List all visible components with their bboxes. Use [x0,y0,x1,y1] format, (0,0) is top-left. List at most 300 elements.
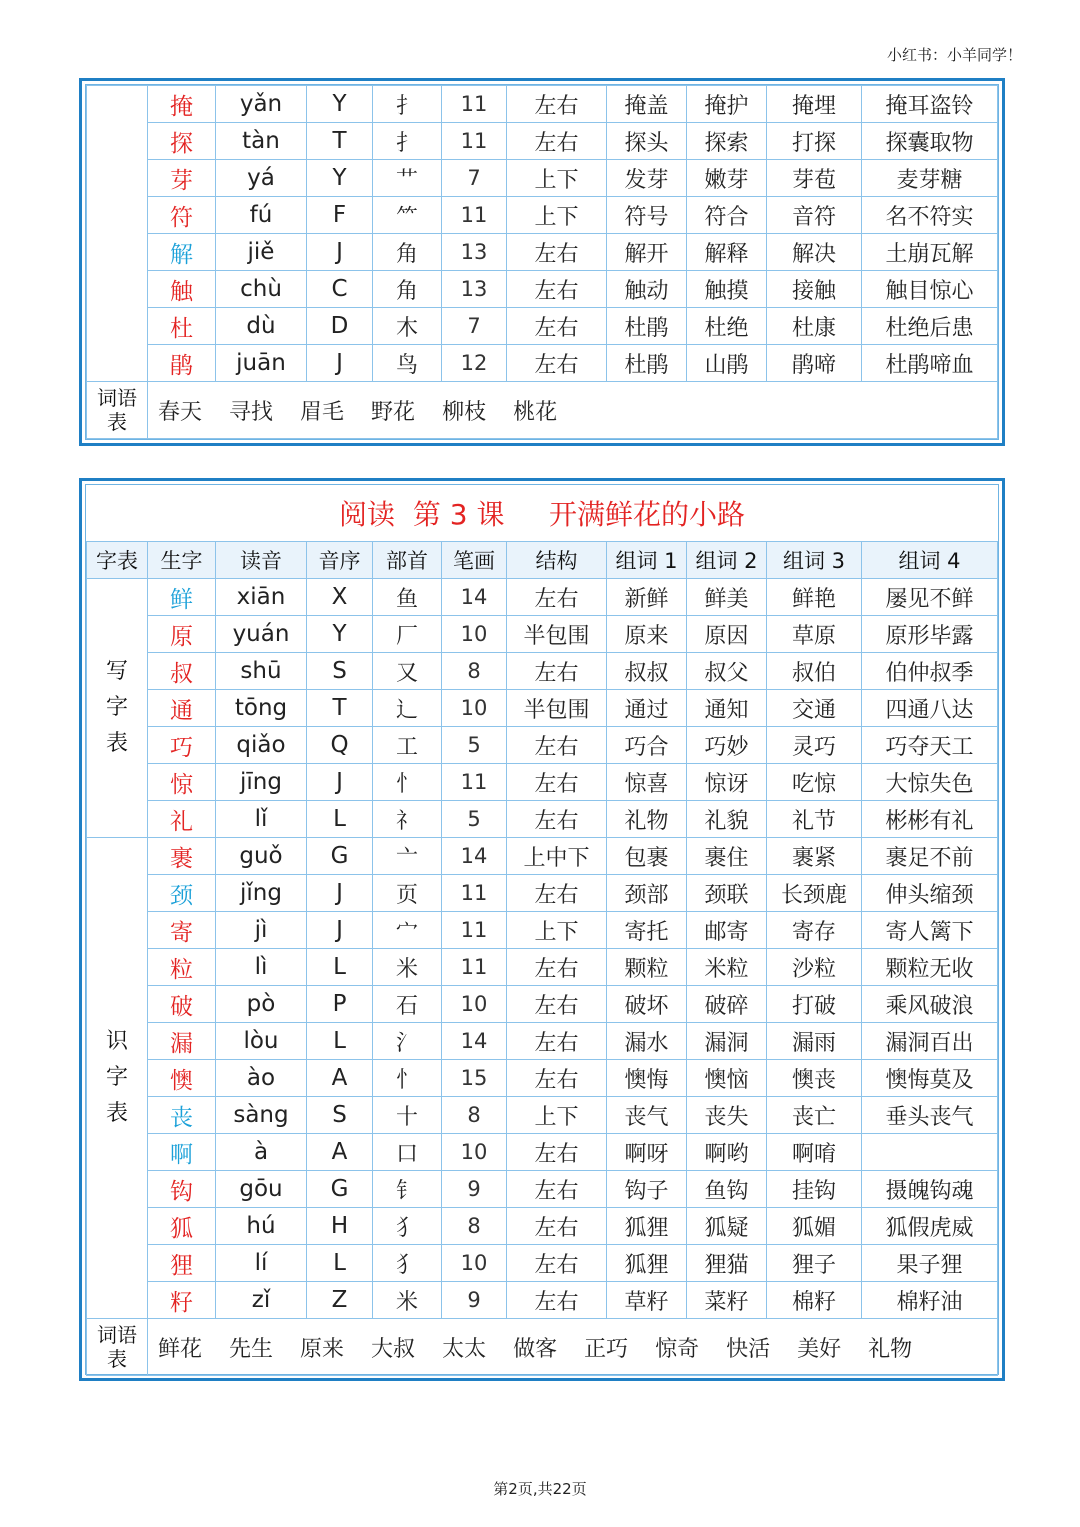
char-row [87,86,998,123]
radical-cell: 宀 [373,912,442,949]
radical-cell: 亠 [373,838,442,875]
pinyin-cell: yǎn [216,86,307,123]
word-cell: 原形毕露 [862,616,998,653]
radical-cell: 石 [373,986,442,1023]
pinyin-cell: ào [216,1060,307,1097]
vocab-word: 鲜花 [158,1336,203,1362]
initial-cell: J [307,764,373,801]
char-row [87,1097,998,1134]
strokes-cell: 14 [442,1023,507,1060]
pinyin-cell: lǐ [216,801,307,838]
word-cell: 彬彬有礼 [862,801,998,838]
column-header: 读音 [216,542,307,579]
pinyin-cell: zǐ [216,1282,307,1319]
initial-cell: G [307,1171,373,1208]
vocab-word: 太太 [442,1336,487,1362]
vocab-label: 词语表 [97,1323,137,1371]
column-header: 音序 [307,542,373,579]
column-header: 结构 [507,542,607,579]
vocab-word: 眉毛 [300,399,345,425]
structure-cell: 左右 [507,653,607,690]
char-cell: 触 [148,271,216,308]
word-cell: 解决 [767,234,862,271]
structure-cell: 半包围 [507,690,607,727]
char-cell: 漏 [148,1023,216,1060]
read-section-label [87,838,148,1319]
char-row [87,949,998,986]
vocab-word: 寻找 [229,399,274,425]
char-cell: 寄 [148,912,216,949]
word-cell: 灵巧 [767,727,862,764]
word-cell: 裹足不前 [862,838,998,875]
structure-cell: 左右 [507,345,607,382]
initial-cell: T [307,123,373,160]
word-cell: 触摸 [687,271,767,308]
word-cell: 草籽 [607,1282,687,1319]
pinyin-cell: jǐng [216,875,307,912]
radical-cell: 犭 [373,1208,442,1245]
structure-cell: 左右 [507,86,607,123]
word-cell: 交通 [767,690,862,727]
char-cell: 狸 [148,1245,216,1282]
word-cell: 解开 [607,234,687,271]
char-row [87,801,998,838]
char-cell: 原 [148,616,216,653]
char-cell: 杜 [148,308,216,345]
pinyin-cell: xiān [216,579,307,616]
vocab-word: 正巧 [584,1336,629,1362]
structure-cell: 左右 [507,1208,607,1245]
char-row [87,234,998,271]
char-row [87,690,998,727]
initial-cell: L [307,1245,373,1282]
strokes-cell: 9 [442,1282,507,1319]
char-cell: 钩 [148,1171,216,1208]
word-cell: 破坏 [607,986,687,1023]
pinyin-cell: hú [216,1208,307,1245]
column-header: 笔画 [442,542,507,579]
radical-cell: 艹 [373,160,442,197]
initial-cell: C [307,271,373,308]
strokes-cell: 11 [442,86,507,123]
word-cell: 懊丧 [767,1060,862,1097]
word-cell: 漏水 [607,1023,687,1060]
vocab-word: 桃花 [513,399,558,425]
lesson-table-frame [79,478,1005,1381]
word-cell: 巧妙 [687,727,767,764]
radical-cell: 工 [373,727,442,764]
char-row [87,160,998,197]
initial-cell: J [307,234,373,271]
strokes-cell: 10 [442,986,507,1023]
char-cell: 破 [148,986,216,1023]
word-cell: 懊悔莫及 [862,1060,998,1097]
pinyin-cell: jiě [216,234,307,271]
word-cell: 惊讶 [687,764,767,801]
lesson-title: 阅读 第 3 课 开满鲜花的小路 [87,485,998,542]
word-cell: 伸头缩颈 [862,875,998,912]
initial-cell: J [307,912,373,949]
vocab-word: 大叔 [371,1336,416,1362]
word-cell: 探囊取物 [862,123,998,160]
word-cell: 裹住 [687,838,767,875]
initial-cell: L [307,801,373,838]
char-cell: 啊 [148,1134,216,1171]
word-cell: 垂头丧气 [862,1097,998,1134]
word-cell: 巧合 [607,727,687,764]
pinyin-cell: jīng [216,764,307,801]
initial-cell: H [307,1208,373,1245]
header-row [87,542,998,579]
initial-cell: L [307,949,373,986]
char-row [87,123,998,160]
word-cell: 新鲜 [607,579,687,616]
radical-cell: 氵 [373,1023,442,1060]
strokes-cell: 11 [442,875,507,912]
word-cell: 解释 [687,234,767,271]
pinyin-cell: shū [216,653,307,690]
pinyin-cell: yuán [216,616,307,653]
char-row [87,653,998,690]
structure-cell: 左右 [507,949,607,986]
strokes-cell: 10 [442,1245,507,1282]
structure-cell: 左右 [507,875,607,912]
char-row [87,1023,998,1060]
radical-cell: 鸟 [373,345,442,382]
word-cell: 礼节 [767,801,862,838]
vocab-row [87,382,998,439]
word-cell: 漏洞 [687,1023,767,1060]
char-row [87,616,998,653]
word-cell: 鲜艳 [767,579,862,616]
radical-cell: 厂 [373,616,442,653]
structure-cell: 左右 [507,1171,607,1208]
structure-cell: 半包围 [507,616,607,653]
strokes-cell: 5 [442,801,507,838]
word-cell: 棉籽油 [862,1282,998,1319]
strokes-cell: 10 [442,616,507,653]
word-cell: 丧气 [607,1097,687,1134]
word-cell: 破碎 [687,986,767,1023]
pinyin-cell: yá [216,160,307,197]
word-cell: 杜绝后患 [862,308,998,345]
word-cell: 触动 [607,271,687,308]
initial-cell: D [307,308,373,345]
radical-cell: 钅 [373,1171,442,1208]
char-cell: 丧 [148,1097,216,1134]
word-cell: 音符 [767,197,862,234]
lesson-char-table [86,485,998,1376]
word-cell: 啊哟 [687,1134,767,1171]
word-cell: 狐假虎威 [862,1208,998,1245]
word-cell: 漏洞百出 [862,1023,998,1060]
word-cell: 惊喜 [607,764,687,801]
word-cell: 发芽 [607,160,687,197]
char-cell: 芽 [148,160,216,197]
radical-cell: 十 [373,1097,442,1134]
vocab-word: 野花 [371,399,416,425]
top-char-table [86,85,998,439]
pinyin-cell: juān [216,345,307,382]
char-row [87,1282,998,1319]
char-row [87,1134,998,1171]
structure-cell: 左右 [507,308,607,345]
word-cell: 麦芽糖 [862,160,998,197]
word-cell: 大惊失色 [862,764,998,801]
word-cell: 屡见不鲜 [862,579,998,616]
strokes-cell: 14 [442,579,507,616]
structure-cell: 左右 [507,764,607,801]
pinyin-cell: lí [216,1245,307,1282]
word-cell: 山鹃 [687,345,767,382]
column-header: 组词 1 [607,542,687,579]
vocab-word: 惊奇 [655,1336,700,1362]
word-cell: 摄魄钩魂 [862,1171,998,1208]
radical-cell: 木 [373,308,442,345]
word-cell: 伯仲叔季 [862,653,998,690]
initial-cell: J [307,345,373,382]
radical-cell: 扌 [373,123,442,160]
word-cell: 探头 [607,123,687,160]
word-cell: 狐媚 [767,1208,862,1245]
word-cell: 鱼钩 [687,1171,767,1208]
radical-cell: 页 [373,875,442,912]
write-section-label-text: 写字表 [105,659,128,756]
char-cell: 巧 [148,727,216,764]
vocab-word: 快活 [726,1336,771,1362]
word-cell [862,1134,998,1171]
word-cell: 漏雨 [767,1023,862,1060]
char-row [87,1060,998,1097]
structure-cell: 左右 [507,1282,607,1319]
initial-cell: X [307,579,373,616]
pinyin-cell: tōng [216,690,307,727]
vocab-label-cell [87,382,148,439]
word-cell: 掩护 [687,86,767,123]
char-row [87,271,998,308]
char-cell: 鲜 [148,579,216,616]
structure-cell: 左右 [507,727,607,764]
char-cell: 籽 [148,1282,216,1319]
initial-cell: Q [307,727,373,764]
pinyin-cell: chù [216,271,307,308]
radical-cell: 忄 [373,764,442,801]
structure-cell: 上下 [507,197,607,234]
word-cell: 草原 [767,616,862,653]
word-cell: 寄存 [767,912,862,949]
char-row [87,197,998,234]
word-cell: 长颈鹿 [767,875,862,912]
initial-cell: T [307,690,373,727]
word-cell: 寄人篱下 [862,912,998,949]
char-cell: 探 [148,123,216,160]
char-cell: 叔 [148,653,216,690]
pinyin-cell: guǒ [216,838,307,875]
radical-cell: 角 [373,271,442,308]
column-header: 组词 4 [862,542,998,579]
initial-cell: A [307,1134,373,1171]
word-cell: 通过 [607,690,687,727]
vocab-word: 做客 [513,1336,558,1362]
word-cell: 叔伯 [767,653,862,690]
strokes-cell: 10 [442,1134,507,1171]
structure-cell: 左右 [507,1134,607,1171]
structure-cell: 左右 [507,986,607,1023]
word-cell: 杜绝 [687,308,767,345]
column-header: 组词 3 [767,542,862,579]
vocab-word: 春天 [158,399,203,425]
strokes-cell: 11 [442,949,507,986]
word-cell: 米粒 [687,949,767,986]
word-cell: 吃惊 [767,764,862,801]
word-cell: 狸子 [767,1245,862,1282]
pinyin-cell: à [216,1134,307,1171]
word-cell: 四通八达 [862,690,998,727]
initial-cell: Y [307,86,373,123]
column-header: 生字 [148,542,216,579]
char-cell: 裹 [148,838,216,875]
word-cell: 礼貌 [687,801,767,838]
word-cell: 狐疑 [687,1208,767,1245]
word-cell: 果子狸 [862,1245,998,1282]
watermark: 小红书：小羊同学！ [886,46,1022,64]
word-cell: 名不符实 [862,197,998,234]
word-cell: 菜籽 [687,1282,767,1319]
word-cell: 狐狸 [607,1208,687,1245]
initial-cell: Y [307,616,373,653]
word-cell: 触目惊心 [862,271,998,308]
char-row [87,727,998,764]
column-header: 部首 [373,542,442,579]
word-cell: 原来 [607,616,687,653]
word-cell: 颈联 [687,875,767,912]
word-cell: 懊恼 [687,1060,767,1097]
word-cell: 棉籽 [767,1282,862,1319]
word-cell: 裹紧 [767,838,862,875]
word-cell: 掩耳盗铃 [862,86,998,123]
word-cell: 杜鹃 [607,345,687,382]
word-cell: 颈部 [607,875,687,912]
word-cell: 丧失 [687,1097,767,1134]
pinyin-cell: pò [216,986,307,1023]
structure-cell: 左右 [507,123,607,160]
radical-cell: 辶 [373,690,442,727]
char-cell: 符 [148,197,216,234]
initial-cell: Z [307,1282,373,1319]
word-cell: 狸猫 [687,1245,767,1282]
word-cell: 礼物 [607,801,687,838]
word-cell: 狐狸 [607,1245,687,1282]
word-cell: 芽苞 [767,160,862,197]
initial-cell: G [307,838,373,875]
pinyin-cell: lì [216,949,307,986]
page-footer: 第2页,共22页 [493,1480,587,1498]
word-cell: 钩子 [607,1171,687,1208]
char-cell: 掩 [148,86,216,123]
word-cell: 嫩芽 [687,160,767,197]
structure-cell: 上下 [507,912,607,949]
char-cell: 颈 [148,875,216,912]
initial-cell: J [307,875,373,912]
word-cell: 挂钩 [767,1171,862,1208]
structure-cell: 左右 [507,1245,607,1282]
word-cell: 乘风破浪 [862,986,998,1023]
char-row [87,764,998,801]
strokes-cell: 11 [442,197,507,234]
initial-cell: L [307,1023,373,1060]
radical-cell: 角 [373,234,442,271]
word-cell: 沙粒 [767,949,862,986]
char-cell: 通 [148,690,216,727]
strokes-cell: 11 [442,123,507,160]
word-cell: 鲜美 [687,579,767,616]
strokes-cell: 11 [442,912,507,949]
word-cell: 叔叔 [607,653,687,690]
word-cell: 杜鹃 [607,308,687,345]
strokes-cell: 13 [442,234,507,271]
pinyin-cell: lòu [216,1023,307,1060]
strokes-cell: 12 [442,345,507,382]
word-cell: 原因 [687,616,767,653]
pinyin-cell: dù [216,308,307,345]
vocab-word: 美好 [797,1336,842,1362]
word-cell: 巧夺天工 [862,727,998,764]
vocab-word: 礼物 [868,1336,913,1362]
pinyin-cell: qiǎo [216,727,307,764]
column-header: 组词 2 [687,542,767,579]
pinyin-cell: tàn [216,123,307,160]
word-cell: 寄托 [607,912,687,949]
radical-cell: 礻 [373,801,442,838]
vocab-cell [148,382,998,439]
word-cell: 掩埋 [767,86,862,123]
vocab-label: 词语表 [97,386,137,434]
strokes-cell: 8 [442,653,507,690]
word-cell: 啊呀 [607,1134,687,1171]
word-cell: 杜康 [767,308,862,345]
vocab-word: 先生 [229,1336,274,1362]
vocab-word: 柳枝 [442,399,487,425]
radical-cell: 鱼 [373,579,442,616]
structure-cell: 上下 [507,1097,607,1134]
pinyin-cell: sàng [216,1097,307,1134]
char-row [87,838,998,875]
char-row [87,875,998,912]
initial-cell: F [307,197,373,234]
word-cell: 掩盖 [607,86,687,123]
structure-cell: 左右 [507,579,607,616]
char-row [87,1245,998,1282]
initial-cell: A [307,1060,373,1097]
word-cell: 符号 [607,197,687,234]
char-cell: 粒 [148,949,216,986]
radical-cell: 犭 [373,1245,442,1282]
pinyin-cell: fú [216,197,307,234]
strokes-cell: 10 [442,690,507,727]
char-row [87,579,998,616]
word-cell: 探索 [687,123,767,160]
word-cell: 土崩瓦解 [862,234,998,271]
word-cell: 符合 [687,197,767,234]
word-cell: 丧亡 [767,1097,862,1134]
char-cell: 礼 [148,801,216,838]
char-row [87,912,998,949]
word-cell: 邮寄 [687,912,767,949]
char-row [87,1208,998,1245]
strokes-cell: 14 [442,838,507,875]
radical-cell: 又 [373,653,442,690]
strokes-cell: 11 [442,764,507,801]
